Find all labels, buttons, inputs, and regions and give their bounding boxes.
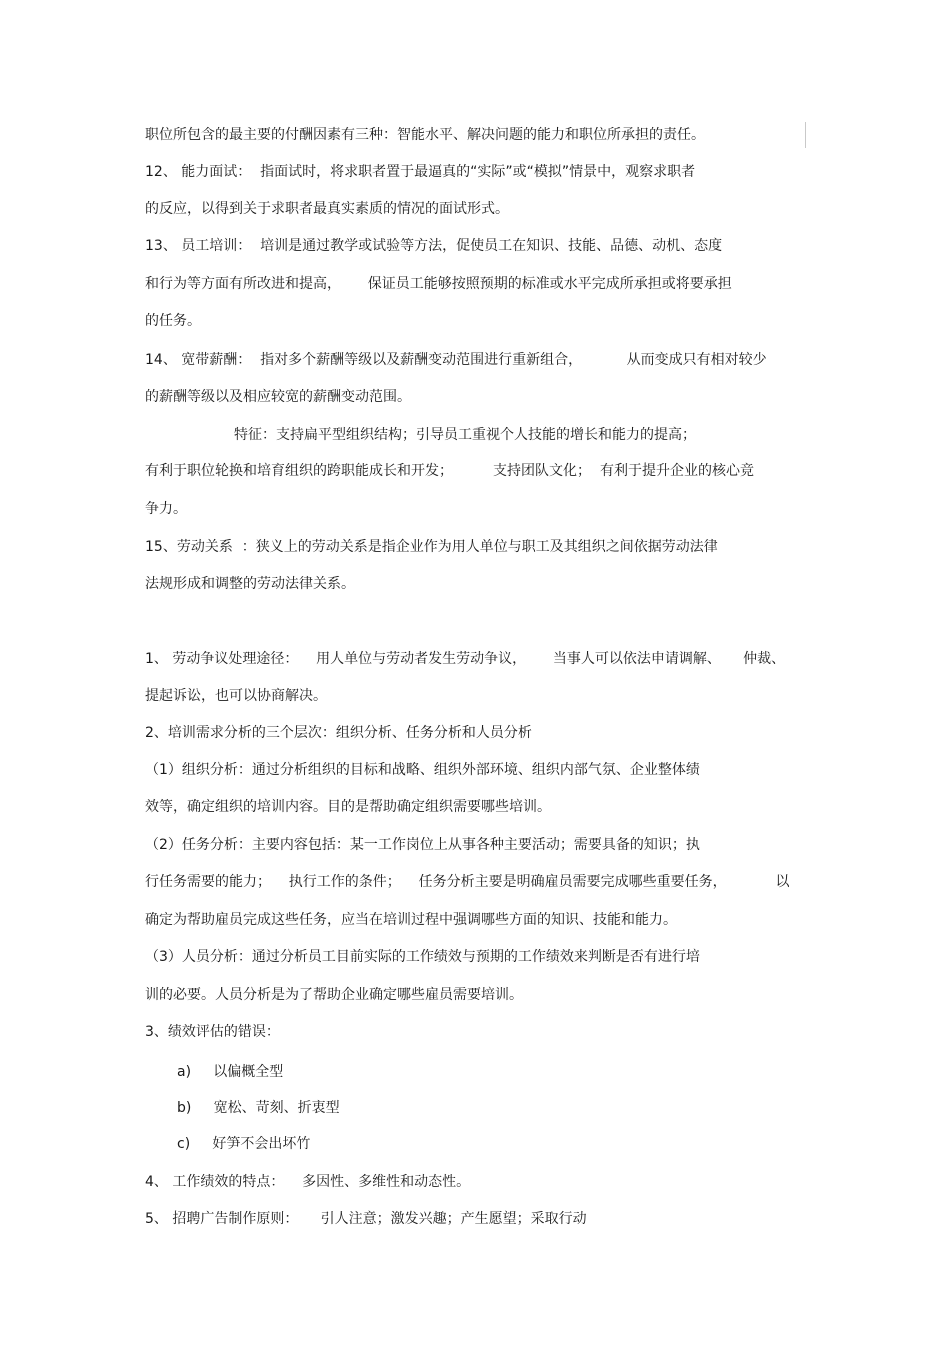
text-line: 有利于职位轮换和培育组织的跨职能成长和开发； 支持团队文化； 有利于提升企业的核心竞 [145,463,754,479]
text-line: 训的必要。人员分析是为了帮助企业确定哪些雇员需要培训。 [145,987,523,1003]
text-line: 效等，确定组织的培训内容。目的是帮助确定组织需要哪些培训。 [145,799,551,815]
text-line: 15、劳动关系 ：狭义上的劳动关系是指企业作为用人单位与职工及其组织之间依据劳动法律 [145,539,718,555]
text-line: 职位所包含的最主要的付酬因素有三种：智能水平、解决问题的能力和职位所承担的责任。 [145,127,705,143]
text-line: （3）人员分析：通过分析员工目前实际的工作绩效与预期的工作绩效来判断是否有进行培 [145,949,700,965]
text-line: 特征：支持扁平型组织结构；引导员工重视个人技能的增长和能力的提高； [145,427,697,443]
margin-rule [805,122,806,148]
text-line: 确定为帮助雇员完成这些任务，应当在培训过程中强调哪些方面的知识、技能和能力。 [145,912,677,928]
text-line: （2）任务分析：主要内容包括：某一工作岗位上从事各种主要活动；需要具备的知识；执 [145,837,700,853]
text-line: 行任务需要的能力； 执行工作的条件； 任务分析主要是明确雇员需要完成哪些重要任务， 以 [145,874,790,890]
text-line: 的任务。 [145,313,201,329]
text-line: 5、 招聘广告制作原则： 引人注意；激发兴趣；产生愿望；采取行动 [145,1211,587,1227]
text-line: 法规形成和调整的劳动法律关系。 [145,576,355,592]
text-line: 1、 劳动争议处理途径： 用人单位与劳动者发生劳动争议， 当事人可以依法申请调解、 仲裁、 [145,651,786,667]
text-line: 2、培训需求分析的三个层次：组织分析、任务分析和人员分析 [145,725,532,741]
list-item: a) 以偏概全型 [177,1064,284,1080]
text-line: 的薪酬等级以及相应较宽的薪酬变动范围。 [145,389,411,405]
text-line: 争力。 [145,501,187,517]
text-line: 13、 员工培训： 培训是通过教学或试验等方法，促使员工在知识、技能、品德、动机、态度 [145,238,723,254]
text-line: 14、 宽带薪酬： 指对多个薪酬等级以及薪酬变动范围进行重新组合， 从而变成只有相对较少 [145,352,767,368]
text-line: （1）组织分析：通过分析组织的目标和战略、组织外部环境、组织内部气氛、企业整体绩 [145,762,700,778]
list-item: b) 宽松、苛刻、折衷型 [177,1100,340,1116]
text-line: 提起诉讼，也可以协商解决。 [145,688,327,704]
text-line: 4、 工作绩效的特点： 多因性、多维性和动态性。 [145,1174,471,1190]
text-line: 和行为等方面有所改进和提高， 保证员工能够按照预期的标准或水平完成所承担或将要承担 [145,276,732,292]
list-item: c) 好笋不会出坏竹 [177,1136,311,1152]
text-line: 3、绩效评估的错误： [145,1024,280,1040]
text-line: 的反应，以得到关于求职者最真实素质的情况的面试形式。 [145,201,509,217]
text-line: 12、 能力面试： 指面试时，将求职者置于最逼真的“实际”或“模拟”情景中，观察求职者 [145,164,696,180]
